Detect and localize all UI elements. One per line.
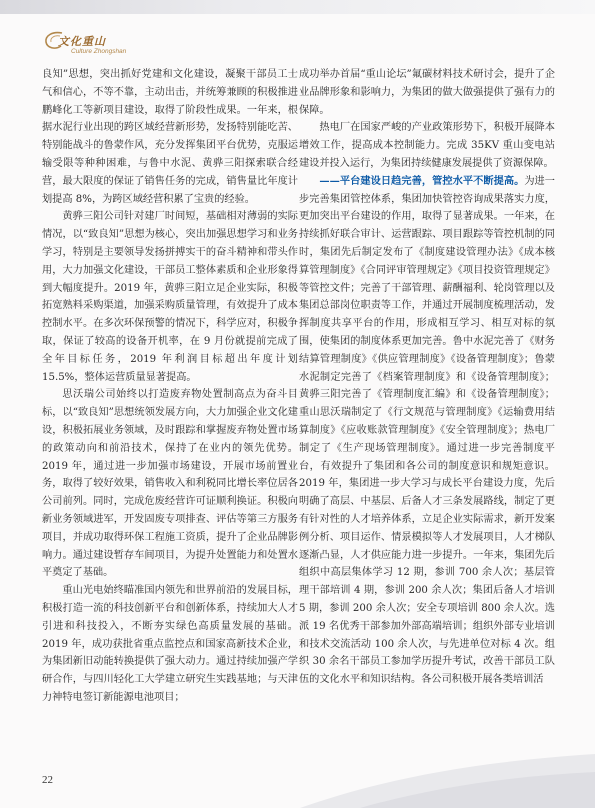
- paragraph: 思沃瑞公司始终以打造废弃物处置制高点为奋斗目标，以“致良知”思想统领发展方向，大力加强企业文化建设，积极拓展业务领域，及时跟踪和掌握废弃物处置市场的政策动向和前沿技术，保持了在业内的领先优势。2019 年，通过进一步加强市场建设，开展市场前置业务，取得了较好效果，销售收入和利税同比增长率位居各公司前列。同时，完成危废经营许可证顺利换证。积极向新业务领域进军，开发固废专项排查、评估等第三方服务项目，并成功取得环保工程施工资质，提升了企业品牌影响力。通过建设暂存车间项目，为提升处置能力和处置水平奠定了基础。: [42, 389, 298, 579]
- paragraph: 重山光电始终瞄准国内领先和世界前沿的发展目标，积极打造一流的科技创新平台和创新体系，持续加大人才引进和科技投入，不断夯实绿色高质量发展的基础。2019 年，成功获批省重点监控点和国家高新技术企业，为集团新旧动能转换提供了强大动力。通过持续加强产学研合作，与四川轻化工大学建立研究生实践基地；与天津力神特电签订新能源电池项目；: [42, 585, 298, 703]
- left-column: [42, 66, 298, 707]
- publication-logo: [42, 30, 162, 60]
- decorative-swoosh: [0, 740, 595, 808]
- paragraph: 成功举办首届“重山论坛”氟碳材料技术研讨会，提升了企业品牌形象和影响力，为集团的做大做强提供了强有力的保障。: [299, 69, 555, 116]
- paragraph: 黄骅三阳公司针对建厂时间短，基础相对薄弱的实际情况，以“致良知”思想为核心，突出加强思想学习和业务学习，特别是主要领导发扬拼搏实干的奋斗精神和带头作用，大力加强文化建设，干部员工整体素质和企业形象得到大幅度提升。2019 年，黄骅三阳立足企业实际，积极拓宽熟料采购渠道，加强采购质量管理，有效提升了成本控制水平。在多次环保预警的情况下，科学应对，积极争取，保证了较高的设备开机率，在 9 月份就提前完成了全年目标任务，2019 年利润目标超出年度计划 15.5%，整体运营质量显著提高。: [42, 211, 298, 383]
- paragraph: 良知”思想，突出抓好党建和文化建设，凝聚干部员工士气和信心，不等不靠，主动出击，并统筹兼顾的积极推进鹏峰化工等新项目建设，取得了阶段性成果。一年来，根据水泥行业出现的跨区域经营新形势，发扬特别能吃苦、特别能战斗的鲁蒙作风，充分发挥集团平台优势，克服运输受限等种种困难，与鲁中水泥、黄骅三阳探索联合经营，最大限度的保证了销售任务的完成，销售量比年度计划提高 8%，为跨区域经营积累了宝贵的经验。: [42, 69, 298, 205]
- paragraph: [299, 173, 555, 689]
- paragraph-body: 为进一步完善集团管控体系，集团加快管控咨询成果落实力度，更加突出平台建设的作用，取得了显著成果。一年来，在持续抓好联合审计、运营跟踪、项目跟踪等管控机制的同时，集团先后制定发布了《制度建设管理办法》《成本核算管理制度》《合同评审管理规定》《项目投资管理规定》等管控文件；完善了干部管理、薪酬福利、轮岗管理以及集团总部岗位职责等工作，并通过开展制度梳理活动，发挥制度共享平台的作用，形成相互学习、相互对标的氛围，使集团的制度体系更加完善。鲁中水泥完善了《财务结算管理制度》《供应管理制度》《设备管理制度》；鲁蒙水泥制定完善了《档案管理制度》和《设备管理制度》；黄骅三阳完善了《管理制度汇编》和《设备管理制度》；重山思沃瑞制定了《行文规范与管理制度》《运输费用结算制度》《应收账款管理制度》《安全管理制度》；热电厂制定了《生产现场管理制度》。通过进一步完善制度平台，有效提升了集团和各公司的制度意识和规矩意识。2019 年，集团进一步大学习与成长平台建设力度，先后明确了高层、中基层、后备人才三条发展路线，制定了更有针对性的人才培养体系，立足企业实际需求，新开发案例分析、项目运作、情景模拟等人才发展项目，人才梯队逐渐凸显，人才供应能力进一步提升。一年来，集团先后组织中高层集体学习 12 期，参训 700 余人次；基层管理干部培训 4 期，参训 200 余人次；集团后备人才培训 5 期，参训 200 余人次；安全专项培训 800 余人次。选派 19 名优秀干部参加外部高端培训；组织外部专业培训和技术交流活动 100 余人次，与先进单位对标 4 次。组织 30 余名干部员工参加学历提升考试，改善干部员工队伍的文化水平和知识结构。各公司积极开展各类培训活: [299, 175, 555, 686]
- paragraph: 热电厂在国家严峻的产业政策形势下，积极开展降本增效工作，提高成本控制能力。完成 35KV 重山变电站建设并投入运行，为集团持续健康发展提供了资源保障。: [299, 122, 555, 169]
- page-number: 22: [42, 774, 53, 786]
- right-column: [299, 66, 555, 689]
- logo-chinese-text: 文化重山: [58, 35, 106, 48]
- top-ribbon: [0, 0, 595, 14]
- logo-english-text: Culture Zhongshan: [71, 48, 127, 55]
- section-lead-heading: ——平台建设日趋完善，管控水平不断提高。: [319, 174, 525, 187]
